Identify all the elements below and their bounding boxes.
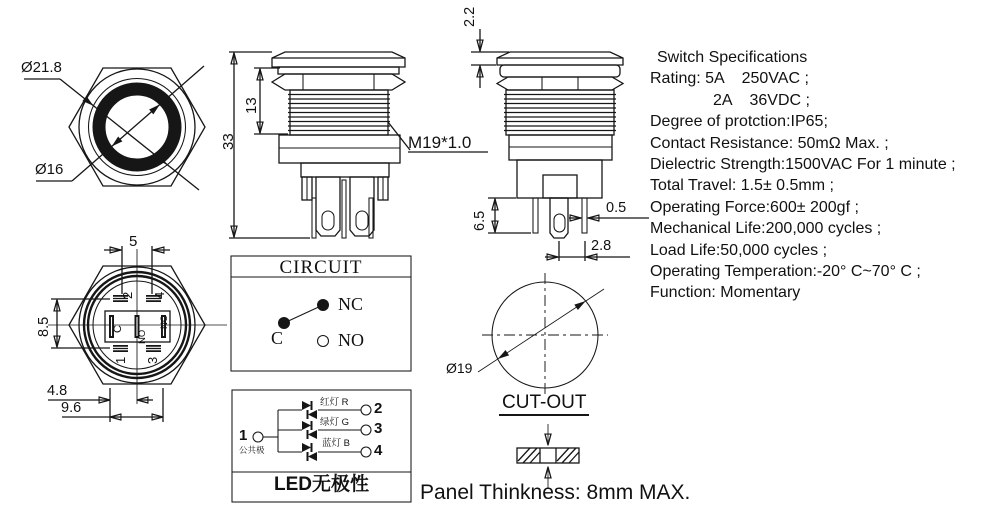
rear-pin2-label: 2	[120, 291, 135, 299]
spec-line-rating: Rating: 5A 250VAC ;	[650, 70, 809, 88]
rear-dim-row-span-label: 8.5	[36, 316, 52, 337]
rear-term-no-label: NO	[137, 329, 148, 344]
dim-pin-spacing-label: 2.8	[591, 238, 612, 254]
pin1-terminal-circle	[253, 432, 263, 442]
dim-thread-length-label: 13	[243, 97, 260, 114]
dim-2-8	[545, 238, 630, 261]
rear-term-c-label: C	[112, 325, 124, 333]
front-inner-diameter-label: Ø16	[35, 161, 64, 178]
dim-total-height-label: 33	[220, 133, 237, 150]
switch-lever-line	[284, 305, 323, 323]
circuit-box-title: CIRCUIT	[279, 257, 363, 278]
rear-dim-half-span-label: 4.8	[47, 383, 68, 399]
spec-line-dielectric: Dielectric Strength:1500VAC For 1 minute ;	[650, 156, 956, 174]
spec-line-protection: Degree of protction:IP65;	[650, 113, 828, 131]
led-pin4-label: 4	[374, 442, 383, 459]
spec-line-function: Function: Momentary	[650, 284, 801, 302]
hex-nut-2	[497, 77, 623, 90]
led-common-label: 公共极	[239, 445, 265, 455]
cutout-drawing	[478, 273, 608, 489]
dim-cap-height-label: 2.2	[462, 6, 478, 27]
front-outer-diameter-label: Ø21.8	[21, 59, 62, 76]
hex-nut	[272, 74, 405, 90]
rear-dim-full-span-label: 9.6	[61, 400, 82, 416]
spec-line-force: Operating Force:600± 200gf ;	[650, 198, 859, 216]
led-pin2-label: 2	[374, 400, 383, 417]
cutout-title: CUT-OUT	[499, 393, 589, 416]
dim-33	[229, 52, 310, 238]
rear-term-nc-label: NC	[159, 315, 170, 329]
spec-line-mech-life: Mechanical Life:200,000 cycles ;	[650, 220, 882, 238]
led-green-label: 绿灯 G	[320, 417, 350, 428]
specs-title: Switch Specifications	[657, 49, 808, 66]
threaded-body	[288, 90, 390, 135]
spec-line-travel: Total Travel: 1.5± 0.5mm ;	[650, 177, 834, 195]
dim-6-5	[488, 198, 531, 233]
switch-base-housing-2	[509, 135, 612, 238]
spec-line-rating-dc: 2A 36VDC ;	[713, 91, 810, 109]
circuit-nc-label: NC	[338, 294, 364, 314]
rear-pin4-label: 4	[152, 291, 167, 299]
rear-dim-pin-span-label: 5	[129, 233, 138, 250]
led-box-caption: LED无极性	[273, 474, 369, 495]
cutout-diameter-label: Ø19	[446, 360, 473, 376]
spec-line-contact-resistance: Contact Resistance: 50mΩ Max. ;	[650, 134, 889, 152]
spec-line-load-life: Load Life:50,000 cycles ;	[650, 241, 828, 259]
led-blue-label: 蓝灯 B	[322, 438, 350, 449]
no-contact-circle	[318, 336, 329, 347]
button-cap-2	[497, 52, 623, 77]
panel-section	[517, 424, 579, 489]
circuit-no-label: NO	[338, 330, 364, 350]
rear-pin3-label: 3	[145, 356, 160, 364]
side-view-right-drawing	[471, 29, 649, 261]
dim-pin-length-label: 6.5	[472, 210, 488, 231]
button-cap	[272, 52, 405, 74]
panel-thickness-note: Panel Thinkness: 8mm MAX.	[420, 481, 691, 504]
circuit-c-label: C	[271, 328, 284, 348]
led-red-label: 红灯 R	[320, 397, 349, 408]
led-pin1-label: 1	[239, 427, 248, 444]
spec-line-temperature: Operating Temperation:-20° C~70° C ;	[650, 263, 921, 281]
spec-list	[650, 47, 956, 304]
switch-base-housing	[279, 135, 400, 238]
thread-spec-label: M19*1.0	[408, 133, 472, 152]
rear-pin1-label: 1	[113, 356, 128, 364]
dim-pin-thickness-label: 0.5	[606, 200, 627, 216]
threaded-body-2	[504, 90, 616, 135]
led-pin3-label: 3	[374, 420, 383, 437]
